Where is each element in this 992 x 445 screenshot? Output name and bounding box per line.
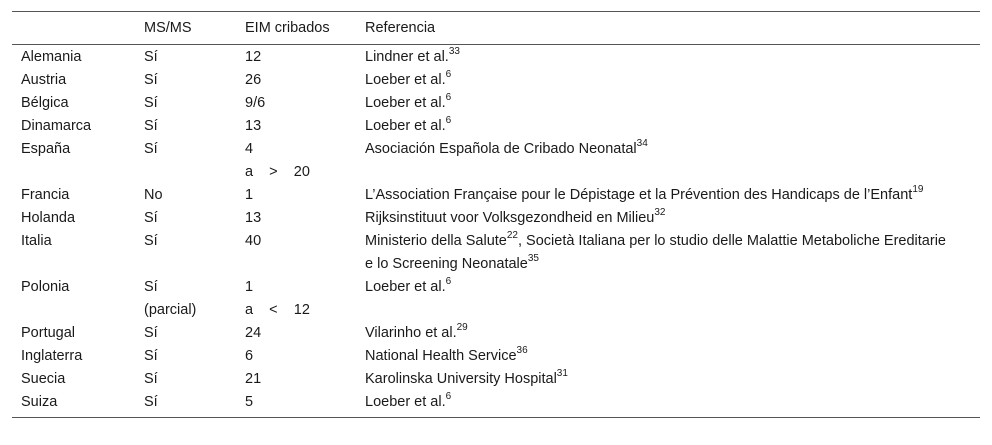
country-cell: España [21,141,71,157]
reference-text: Lindner et al. [365,49,449,65]
reference-cell [356,69,980,92]
header-row [12,12,980,45]
table-row [12,207,980,230]
eim-cell [236,115,356,138]
reference-text: Ministerio della Salute [365,233,507,249]
eim-value: 4 [245,141,254,157]
reference-citation: 19 [912,184,924,196]
reference-citation: 6 [445,92,452,104]
reference-text: Loeber et al. [365,95,446,111]
table-row [12,115,980,138]
eim-cell [236,230,356,276]
msms-cell [135,184,236,207]
msms-value: Sí [144,49,158,65]
country-cell: Suecia [21,371,66,387]
country-cell: Suiza [21,394,58,410]
screening-table [12,11,980,418]
msms-value: Sí [144,394,158,410]
msms-cell [135,368,236,391]
eim-cell [236,345,356,368]
eim-value: 1 [245,279,254,295]
eim-value: 21 [245,371,262,387]
reference-cell [356,391,980,418]
eim-cell [236,92,356,115]
country-cell: Holanda [21,210,76,226]
msms-value: Sí [144,72,158,88]
reference-citation: 6 [445,391,452,403]
reference-cell [356,230,980,276]
msms-cell [135,345,236,368]
country-cell: Italia [21,233,52,249]
eim-cell [236,276,356,322]
eim-value: 24 [245,325,262,341]
msms-cell [135,115,236,138]
country-cell: Francia [21,187,70,203]
header-eim: EIM cribados [236,12,356,45]
reference-citation: 6 [445,276,452,288]
reference-text: Vilarinho et al. [365,325,457,341]
country-cell: Portugal [21,325,76,341]
msms-cell [135,138,236,184]
msms-value: Sí [144,233,158,249]
msms-value: Sí [144,348,158,364]
eim-cell [236,207,356,230]
table-row [12,92,980,115]
reference-citation: 31 [556,368,568,380]
reference-cell [356,322,980,345]
reference-cell [356,276,980,322]
reference-citation: 34 [636,138,648,150]
msms-cell [135,207,236,230]
eim-cell [236,322,356,345]
reference-text: Loeber et al. [365,118,446,134]
msms-cell [135,391,236,418]
eim-value: 9/6 [245,95,266,111]
eim-range: a > 20 [245,164,310,180]
msms-note: (parcial) [144,302,197,318]
table-row [12,276,980,322]
reference-cell [356,138,980,184]
table-row [12,345,980,368]
eim-range: a < 12 [245,302,310,318]
header-msms: MS/MS [135,12,236,45]
msms-value: Sí [144,371,158,387]
reference-text-2: , Società Italiana per lo studio delle Malattie Metaboliche Ereditarie e lo Screening Neonatale [365,233,946,272]
reference-cell [356,92,980,115]
msms-cell [135,230,236,276]
reference-cell [356,184,980,207]
msms-value: Sí [144,210,158,226]
eim-value: 13 [245,210,262,226]
country-cell: Polonia [21,279,70,295]
msms-cell [135,322,236,345]
country-cell: Inglaterra [21,348,83,364]
reference-text: L’Association Française pour le Dépistage et la Prévention des Handicaps de l’Enfant [365,187,913,203]
reference-cell [356,368,980,391]
eim-cell [236,69,356,92]
reference-citation: 6 [445,69,452,81]
eim-cell [236,368,356,391]
country-cell: Austria [21,72,67,88]
msms-value: Sí [144,325,158,341]
msms-value: No [144,187,163,203]
reference-citation: 6 [445,115,452,127]
table-row [12,322,980,345]
table-row [12,391,980,418]
eim-value: 26 [245,72,262,88]
reference-citation-2: 35 [527,253,539,265]
table-row [12,184,980,207]
reference-citation: 33 [448,46,460,58]
reference-text: Asociación Española de Cribado Neonatal [365,141,637,157]
msms-value: Sí [144,118,158,134]
header-country [12,12,135,45]
reference-cell [356,345,980,368]
reference-text: Loeber et al. [365,394,446,410]
eim-value: 13 [245,118,262,134]
country-cell: Bélgica [21,95,69,111]
eim-value: 12 [245,49,262,65]
table-header [12,12,980,45]
msms-cell [135,276,236,322]
reference-citation: 36 [516,345,528,357]
reference-text: Rijksinstituut voor Volksgezondheid en Milieu [365,210,655,226]
table-row [12,69,980,92]
msms-cell [135,45,236,70]
eim-value: 6 [245,348,254,364]
reference-citation: 32 [654,207,666,219]
eim-cell [236,45,356,70]
reference-citation: 22 [506,230,518,242]
msms-cell [135,92,236,115]
msms-value: Sí [144,95,158,111]
reference-text: Loeber et al. [365,279,446,295]
reference-text: National Health Service [365,348,517,364]
msms-value: Sí [144,141,158,157]
country-cell: Dinamarca [21,118,92,134]
header-reference: Referencia [356,12,980,45]
eim-value: 1 [245,187,254,203]
country-cell: Alemania [21,49,82,65]
msms-cell [135,69,236,92]
reference-cell [356,115,980,138]
reference-cell [356,45,980,70]
msms-value: Sí [144,279,158,295]
eim-cell [236,138,356,184]
table-body [12,45,980,418]
eim-cell [236,391,356,418]
reference-citation: 29 [456,322,468,334]
eim-value: 40 [245,233,262,249]
reference-text: Loeber et al. [365,72,446,88]
reference-text: Karolinska University Hospital [365,371,557,387]
reference-cell [356,207,980,230]
table-row [12,138,980,184]
table-row [12,230,980,276]
eim-value: 5 [245,394,254,410]
table-row [12,368,980,391]
table-row [12,45,980,70]
eim-cell [236,184,356,207]
